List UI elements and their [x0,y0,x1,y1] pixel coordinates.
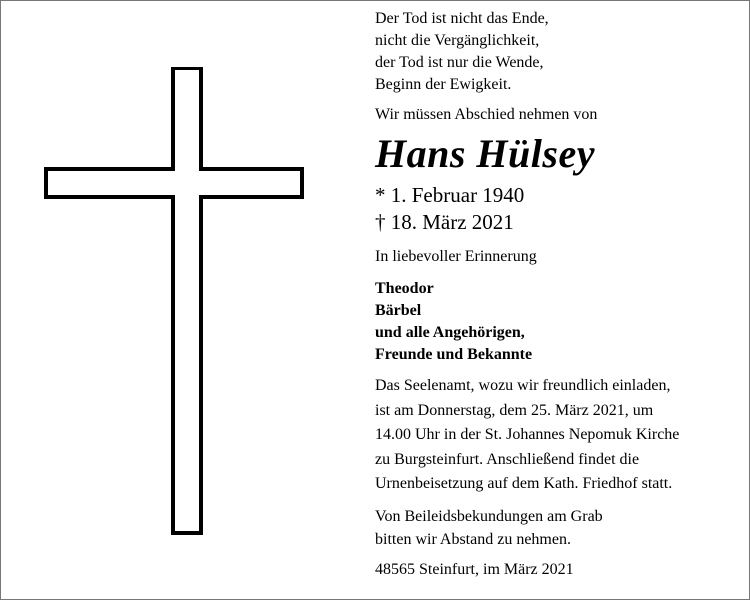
mourner-friends: Freunde und Bekannte [375,346,533,363]
life-dates [375,182,735,236]
deceased-name: Hans Hülsey [375,131,595,176]
cross-icon [43,67,305,535]
farewell-intro: Wir müssen Abschied nehmen von [375,106,598,123]
mourner-name: Theodor [375,280,434,297]
mourner-relatives: und alle Angehörigen, [375,324,525,341]
birth-date: * 1. Februar 1940 [375,183,525,207]
place-and-date: 48565 Steinfurt, im März 2021 [375,560,574,578]
verse: Der Tod ist nicht das Ende, nicht die Vergänglichkeit, der Tod ist nur die Wende, Beginn der Ewigkeit. [375,10,549,93]
obituary-text [375,8,735,581]
mourner-name: Bärbel [375,302,422,319]
condolence-note: Von Beileidsbekundungen am Grab bitten wir Abstand zu nehmen. [375,507,603,548]
mourners-list [375,278,735,366]
service-announcement: Das Seelenamt, wozu wir freundlich einladen, ist am Donnerstag, dem 25. März 2021, um 14.00 Uhr in der St. Johannes Nepomuk Kirche zu Burgsteinfurt. Anschließend findet die Urnenbeisetzung auf dem Kath. Friedhof statt. [375,377,680,492]
death-date: † 18. März 2021 [375,210,514,234]
memory-line: In liebevoller Erinnerung [375,248,537,265]
